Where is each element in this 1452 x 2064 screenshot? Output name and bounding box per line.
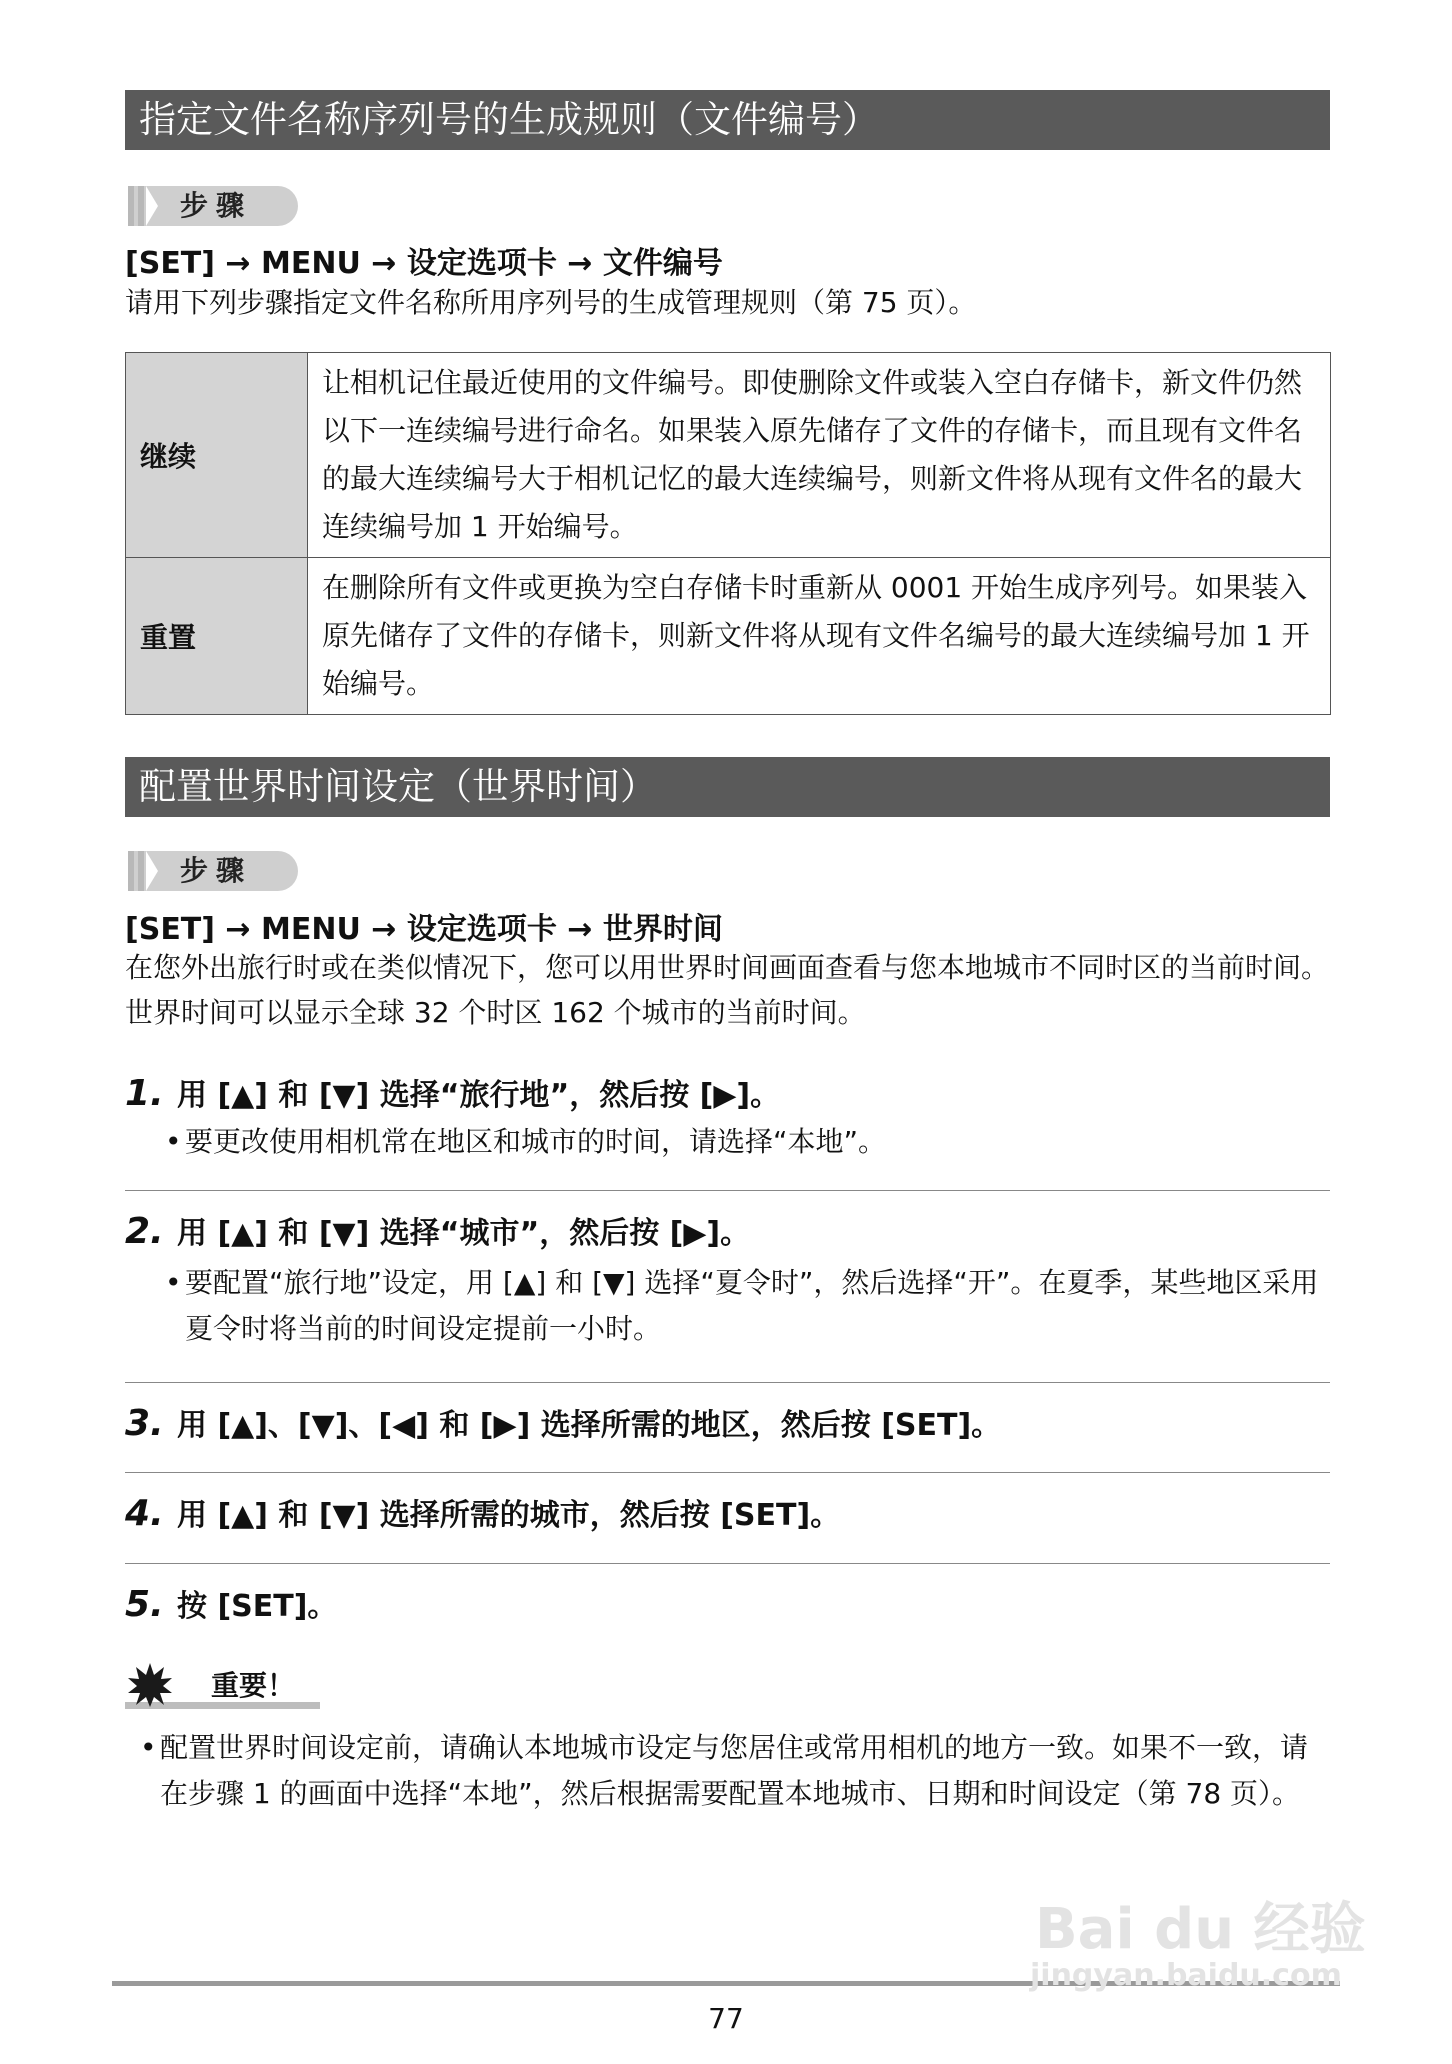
step-text: 用 [▲] 和 [▼] 选择“旅行地”，然后按 [▶]。 [177, 1078, 781, 1113]
table-row [126, 558, 1331, 715]
divider [125, 1382, 1330, 1383]
steps-tag-label: 步骤 [180, 189, 253, 222]
step-note: • 要更改使用相机常在地区和城市的时间，请选择“本地”。 [165, 1125, 887, 1158]
section-title-world-time: 配置世界时间设定（世界时间） [125, 757, 1330, 817]
step-3 [125, 1400, 1001, 1444]
option-desc: 在删除所有文件或更换为空白存储卡时重新从 0001 开始生成序列号。如果装入原先储存了文件的存储卡，则新文件将从现有文件名编号的最大连续编号加 1 开始编号。 [308, 558, 1331, 715]
menu-path: [SET] → MENU → 设定选项卡 → 文件编号 [125, 246, 723, 281]
table-row [126, 353, 1331, 558]
step-2 [125, 1208, 750, 1252]
menu-path: [SET] → MENU → 设定选项卡 → 世界时间 [125, 912, 723, 947]
step-number: 1. [125, 1073, 164, 1114]
step-note-text: 要配置“旅行地”设定，用 [▲] 和 [▼] 选择“夏令时”，然后选择“开”。在夏季，某些地区采用夏令时将当前的时间设定提前一小时。 [185, 1266, 1319, 1345]
option-label: 重置 [126, 558, 308, 715]
step-number: 4. [125, 1493, 164, 1534]
step-number: 5. [125, 1584, 164, 1625]
step-text: 用 [▲]、[▼]、[◀] 和 [▶] 选择所需的地区，然后按 [SET]。 [177, 1408, 1002, 1443]
intro-text: 在您外出旅行时或在类似情况下，您可以用世界时间画面查看与您本地城市不同时区的当前时间。世界时间可以显示全球 32 个时区 162 个城市的当前时间。 [125, 951, 1330, 1029]
section-title-file-number: 指定文件名称序列号的生成规则（文件编号） [125, 90, 1330, 150]
step-number: 2. [125, 1211, 164, 1252]
options-table [125, 352, 1331, 715]
step-1 [125, 1070, 780, 1114]
step-text: 按 [SET]。 [177, 1589, 338, 1624]
page-number: 77 [708, 2002, 744, 2035]
important-tag [125, 1660, 425, 1712]
watermark-logo: Bai du 经验 [1035, 1897, 1366, 1962]
divider [125, 1472, 1330, 1473]
step-number: 3. [125, 1403, 164, 1444]
steps-tag [128, 186, 298, 226]
option-label: 继续 [126, 353, 308, 558]
watermark-url: jingyan.baidu.com [1030, 1958, 1342, 1993]
step-text: 用 [▲] 和 [▼] 选择所需的城市，然后按 [SET]。 [177, 1498, 841, 1533]
steps-tag [128, 851, 298, 891]
important-note-text: 配置世界时间设定前，请确认本地城市设定与您居住或常用相机的地方一致。如果不一致，请在步骤 1 的画面中选择“本地”，然后根据需要配置本地城市、日期和时间设定（第 78 页）。 [160, 1731, 1309, 1810]
steps-tag-label: 步骤 [180, 854, 253, 887]
step-note: • 要配置“旅行地”设定，用 [▲] 和 [▼] 选择“夏令时”，然后选择“开”。在夏季，某些地区采用夏令时将当前的时间设定提前一小时。 [165, 1266, 1319, 1345]
step-4 [125, 1490, 840, 1534]
important-note: • 配置世界时间设定前，请确认本地城市设定与您居住或常用相机的地方一致。如果不一致，请在步骤 1 的画面中选择“本地”，然后根据需要配置本地城市、日期和时间设定（第 78 页）。 [140, 1731, 1309, 1810]
important-label: 重要！ [211, 1669, 296, 1702]
divider [125, 1190, 1330, 1191]
step-5 [125, 1581, 337, 1625]
starburst-icon [127, 1662, 173, 1708]
intro-text: 请用下列步骤指定文件名称所用序列号的生成管理规则（第 75 页）。 [125, 286, 977, 319]
divider [125, 1563, 1330, 1564]
step-text: 用 [▲] 和 [▼] 选择“城市”，然后按 [▶]。 [177, 1216, 751, 1251]
option-desc: 让相机记住最近使用的文件编号。即使删除文件或装入空白存储卡，新文件仍然以下一连续编号进行命名。如果装入原先储存了文件的存储卡，而且现有文件名的最大连续编号大于相机记忆的最大连续编号，则新文件将从现有文件名的最大连续编号加 1 开始编号。 [308, 353, 1331, 558]
step-note-text: 要更改使用相机常在地区和城市的时间，请选择“本地”。 [185, 1125, 887, 1158]
